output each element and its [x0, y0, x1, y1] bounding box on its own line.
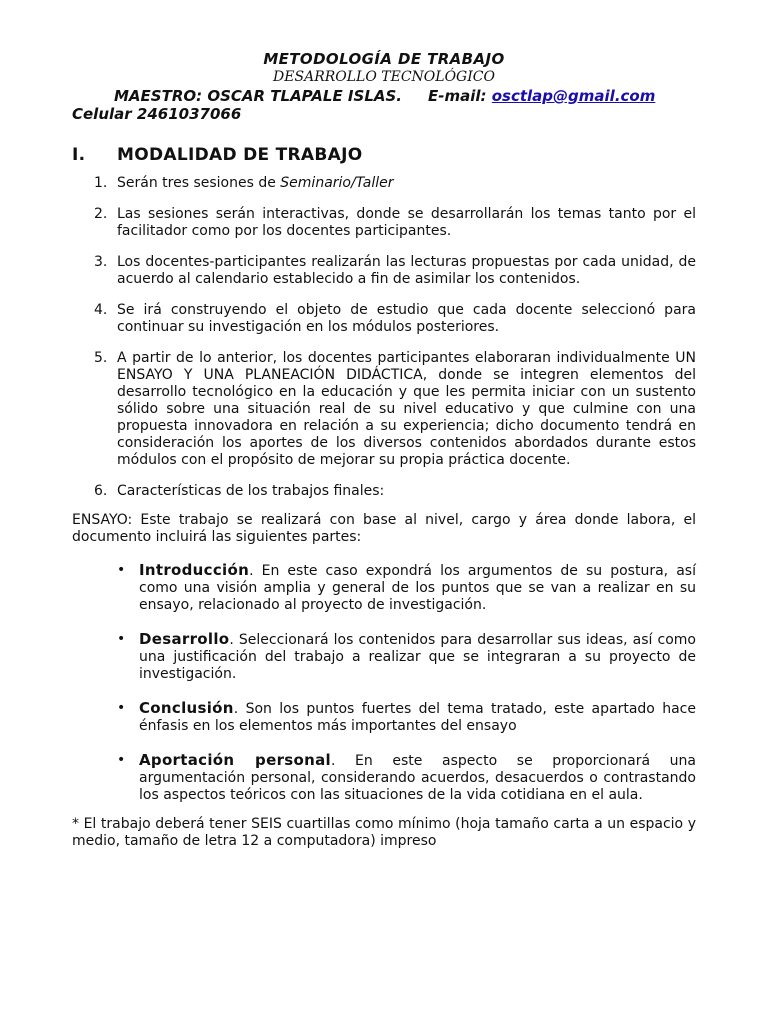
- bullet-description: . En este caso expondrá los argumentos de su postura, así como una visión amplia y general de los puntos que se van a realizar en su ensayo, relacionado al proyecto de investigación.: [139, 563, 696, 613]
- list-item-text: Las sesiones serán interactivas, donde se desarrollarán los temas tanto por el facilitador como por los docentes participantes.: [117, 206, 696, 239]
- footnote: * El trabajo deberá tener SEIS cuartillas como mínimo (hoja tamaño carta a un espacio y medio, tamaño de letra 12 a computadora) impreso: [72, 816, 696, 849]
- list-item: [72, 302, 696, 336]
- list-item-text: A partir de lo anterior, los docentes participantes elaboraran individualmente UN ENSAYO Y UNA PLANEACIÓN DIDÁCTICA, donde se integren elementos del desarrollo tecnológico en la educación y que les permita iniciar con un sustento sólido sobre una situación real de su nivel educativo y que culmine con una propuesta innovadora en relación a su experiencia; dicho documento tendrá en consideración los aportes de los diversos contenidos abordados durante estos módulos con el propósito de mejorar su propia práctica docente.: [117, 350, 696, 468]
- list-item-number: 5.: [94, 350, 108, 366]
- bullet-text: [139, 562, 696, 614]
- bullet-icon: •: [117, 700, 126, 716]
- work-modality-list: [72, 175, 696, 500]
- list-item-number: 6.: [94, 483, 108, 499]
- bullet-description: . En este aspecto se proporcionará una argumentación personal, considerando acuerdos, desacuerdos o contrastando los aspectos teóricos con las situaciones de la vida cotidiana en el aula.: [139, 753, 697, 803]
- bullet-text: [139, 700, 696, 735]
- bullet-term: Conclusión: [139, 699, 234, 717]
- list-item-text-emphasis: Seminario/Taller: [280, 175, 394, 191]
- email-link[interactable]: osctlap@gmail.com: [491, 87, 656, 105]
- list-item-number: 3.: [94, 254, 108, 270]
- list-item-text-plain: Serán tres sesiones de: [117, 175, 281, 191]
- essay-description: ENSAYO: Este trabajo se realizará con base al nivel, cargo y área donde labora, el documento incluirá las siguientes partes:: [72, 512, 696, 545]
- teacher-line: [114, 87, 696, 105]
- bullet-item: [72, 562, 696, 614]
- bullet-term: Introducción: [139, 561, 250, 579]
- list-item-number: 1.: [94, 175, 108, 191]
- bullet-description: . Son los puntos fuertes del tema tratado, este apartado hace énfasis en los elementos más importantes del ensayo: [139, 701, 696, 734]
- list-item: [72, 175, 696, 192]
- list-item-text: Se irá construyendo el objeto de estudio que cada docente seleccionó para continuar su investigación en los módulos posteriores.: [117, 302, 696, 335]
- list-item-number: 2.: [94, 206, 108, 222]
- phone-number: Celular 2461037066: [72, 105, 242, 123]
- list-item-number: 4.: [94, 302, 108, 318]
- section-number: I.: [72, 145, 86, 165]
- teacher-name: MAESTRO: OSCAR TLAPALE ISLAS.: [114, 87, 402, 105]
- bullet-item: [72, 700, 696, 735]
- list-item-text: [117, 175, 696, 192]
- section-title: MODALIDAD DE TRABAJO: [117, 145, 363, 165]
- section-heading: [72, 145, 696, 165]
- bullet-text: [139, 631, 696, 683]
- bullet-text: [139, 752, 696, 804]
- bullet-term: Aportación personal: [139, 751, 331, 769]
- essay-parts-list: [72, 562, 696, 804]
- list-item: [72, 483, 696, 500]
- document-page: [72, 50, 696, 850]
- bullet-item: [72, 752, 696, 804]
- bullet-item: [72, 631, 696, 683]
- list-item-text: Los docentes-participantes realizarán las lecturas propuestas por cada unidad, de acuerdo al calendario establecido a fin de asimilar los contenidos.: [117, 254, 696, 287]
- bullet-description: . Seleccionará los contenidos para desarrollar sus ideas, así como una justificación del trabajo a realizar que se integraran a su proyecto de investigación.: [139, 632, 696, 682]
- email-label: E-mail:: [428, 87, 487, 105]
- bullet-icon: •: [117, 752, 126, 768]
- bullet-icon: •: [117, 562, 126, 578]
- list-item: [72, 254, 696, 288]
- bullet-term: Desarrollo: [139, 630, 230, 648]
- document-subtitle: DESARROLLO TECNOLÓGICO: [273, 69, 495, 85]
- list-item-text: Características de los trabajos finales:: [117, 483, 385, 499]
- document-title: METODOLOGÍA DE TRABAJO: [263, 50, 505, 68]
- list-item: [72, 206, 696, 240]
- list-item: [72, 350, 696, 469]
- bullet-icon: •: [117, 631, 126, 647]
